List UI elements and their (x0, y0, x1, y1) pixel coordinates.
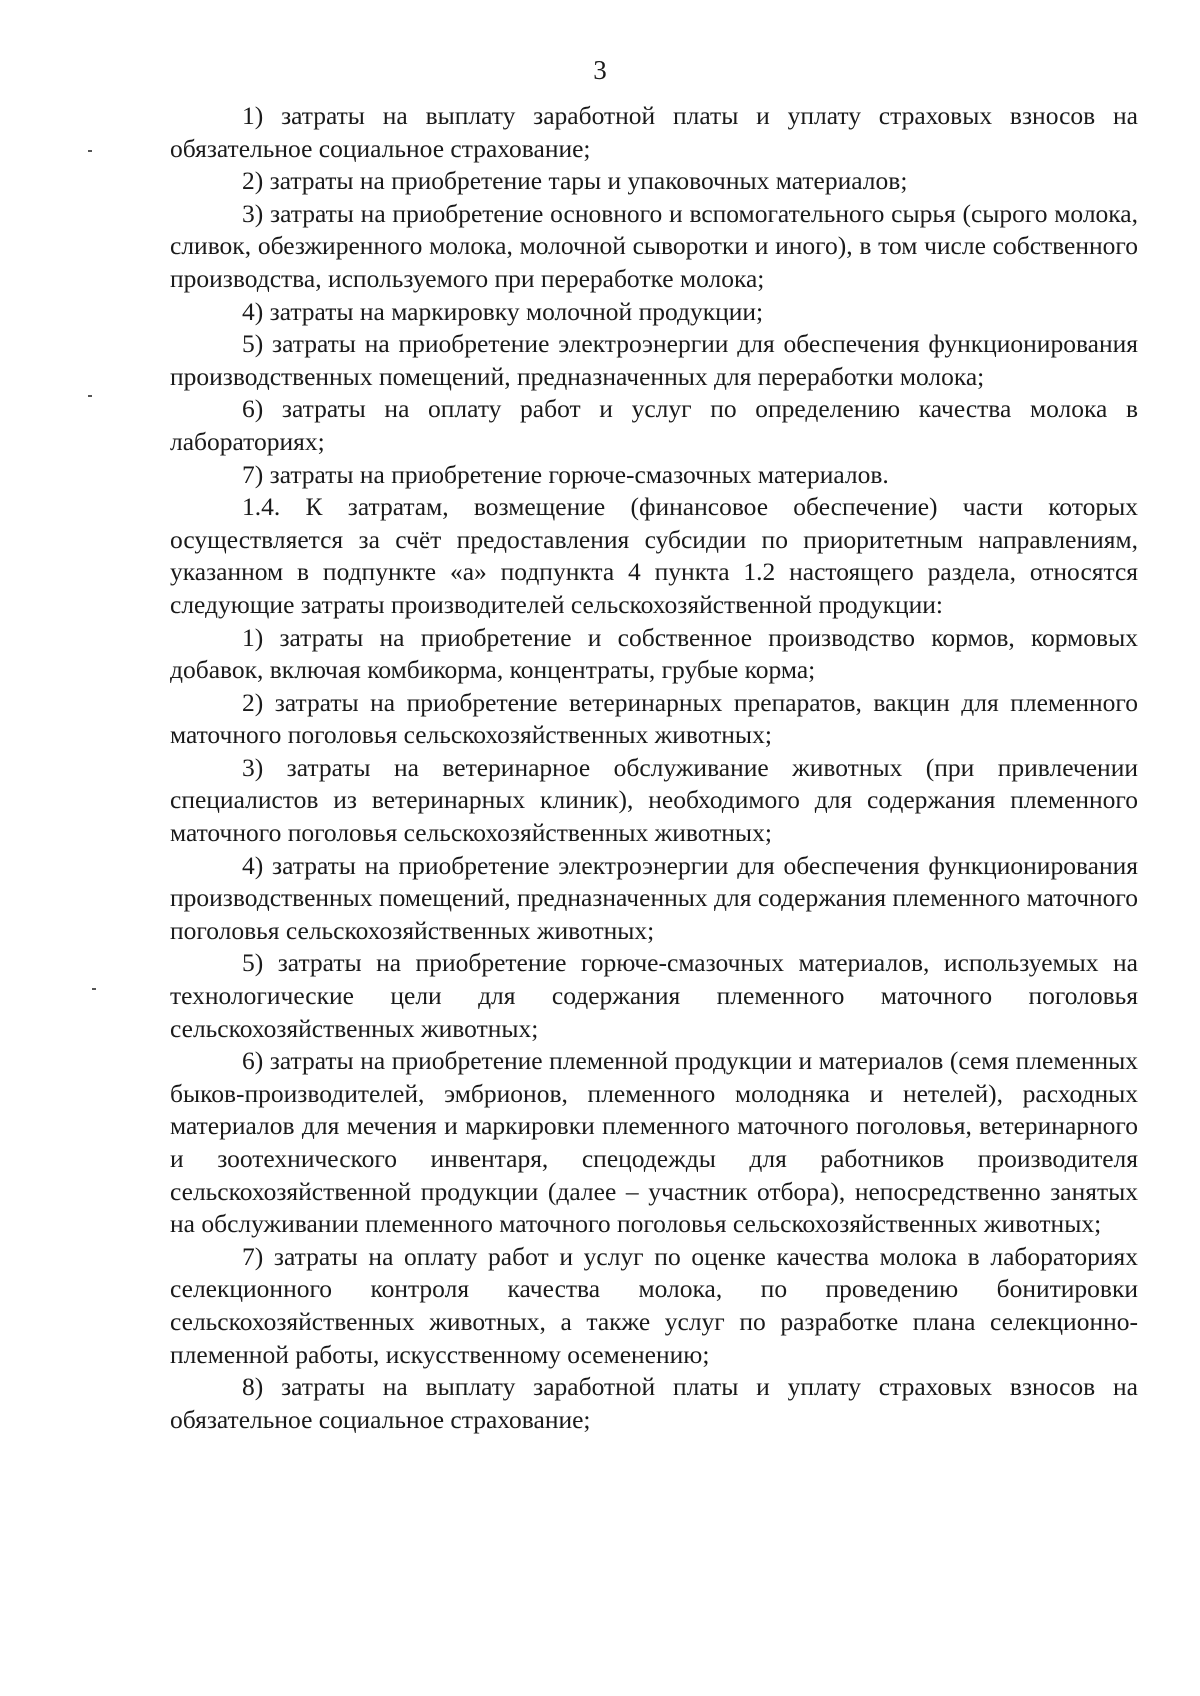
document-body (170, 100, 1138, 1436)
paragraph: 6) затраты на приобретение племенной продукции и материалов (семя племенных быков-производителей, эмбрионов, племенного молодняка и нетелей), расходных материалов для мечения и маркировки племенного маточного поголовья, ветеринарного и зоотехнического инвентаря, спецодежды для работников производителя сельскохозяйственной продукции (далее – участник отбора), непосредственно занятых на обслуживании племенного маточного поголовья сельскохозяйственных животных; (170, 1046, 1138, 1239)
paragraph: 8) затраты на выплату заработной платы и уплату страховых взносов на обязательное социальное страхование; (170, 1372, 1138, 1434)
scan-mark (92, 988, 96, 990)
section-paragraph: 1.4. К затратам, возмещение (финансовое обеспечение) части которых осуществляется за счёт предоставления субсидии по приоритетным направлениям, указанном в подпункте «а» подпункта 4 пункта 1.2 настоящего раздела, относятся следующие затраты производителей сельскохозяйственной продукции: (170, 492, 1138, 619)
paragraph: 2) затраты на приобретение ветеринарных препаратов, вакцин для племенного маточного поголовья сельскохозяйственных животных; (170, 687, 1138, 750)
paragraph: 2) затраты на приобретение тары и упаковочных материалов; (242, 166, 908, 196)
paragraph: 1) затраты на выплату заработной платы и уплату страховых взносов на обязательное социальное страхование; (170, 101, 1138, 163)
paragraph: 4) затраты на маркировку молочной продукции; (242, 296, 764, 326)
paragraph: 3) затраты на ветеринарное обслуживание животных (при привлечении специалистов из ветеринарных клиник), необходимого для содержания племенного маточного поголовья сельскохозяйственных животных; (170, 752, 1138, 848)
paragraph: 1) затраты на приобретение и собственное производство кормов, кормовых добавок, включая комбикорма, концентраты, грубые корма; (170, 622, 1138, 685)
paragraph: 7) затраты на приобретение горюче-смазочных материалов. (242, 459, 889, 489)
paragraph: 4) затраты на приобретение электроэнергии для обеспечения функционирования производственных помещений, предназначенных для содержания племенного маточного поголовья сельскохозяйственных животных; (170, 850, 1138, 945)
paragraph: 5) затраты на приобретение электроэнергии для обеспечения функционирования производственных помещений, предназначенных для переработки молока; (170, 329, 1138, 391)
paragraph: 6) затраты на оплату работ и услуг по определению качества молока в лабораториях; (170, 394, 1138, 456)
page-number: 3 (593, 55, 607, 85)
paragraph: 3) затраты на приобретение основного и вспомогательного сырья (сырого молока, сливок, обезжиренного молока, молочной сыворотки и иного), в том числе собственного производства, используемого при переработке молока; (170, 198, 1138, 293)
scan-mark (88, 395, 92, 397)
paragraph: 5) затраты на приобретение горюче-смазочных материалов, используемых на технологические цели для содержания племенного маточного поголовья сельскохозяйственных животных; (170, 948, 1138, 1043)
scan-mark (88, 150, 92, 152)
paragraph: 7) затраты на оплату работ и услуг по оценке качества молока в лабораториях селекционного контроля качества молока, по проведению бонитировки сельскохозяйственных животных, а также услуг по разработке плана селекционно-племенной работы, искусственному осеменению; (170, 1241, 1138, 1369)
